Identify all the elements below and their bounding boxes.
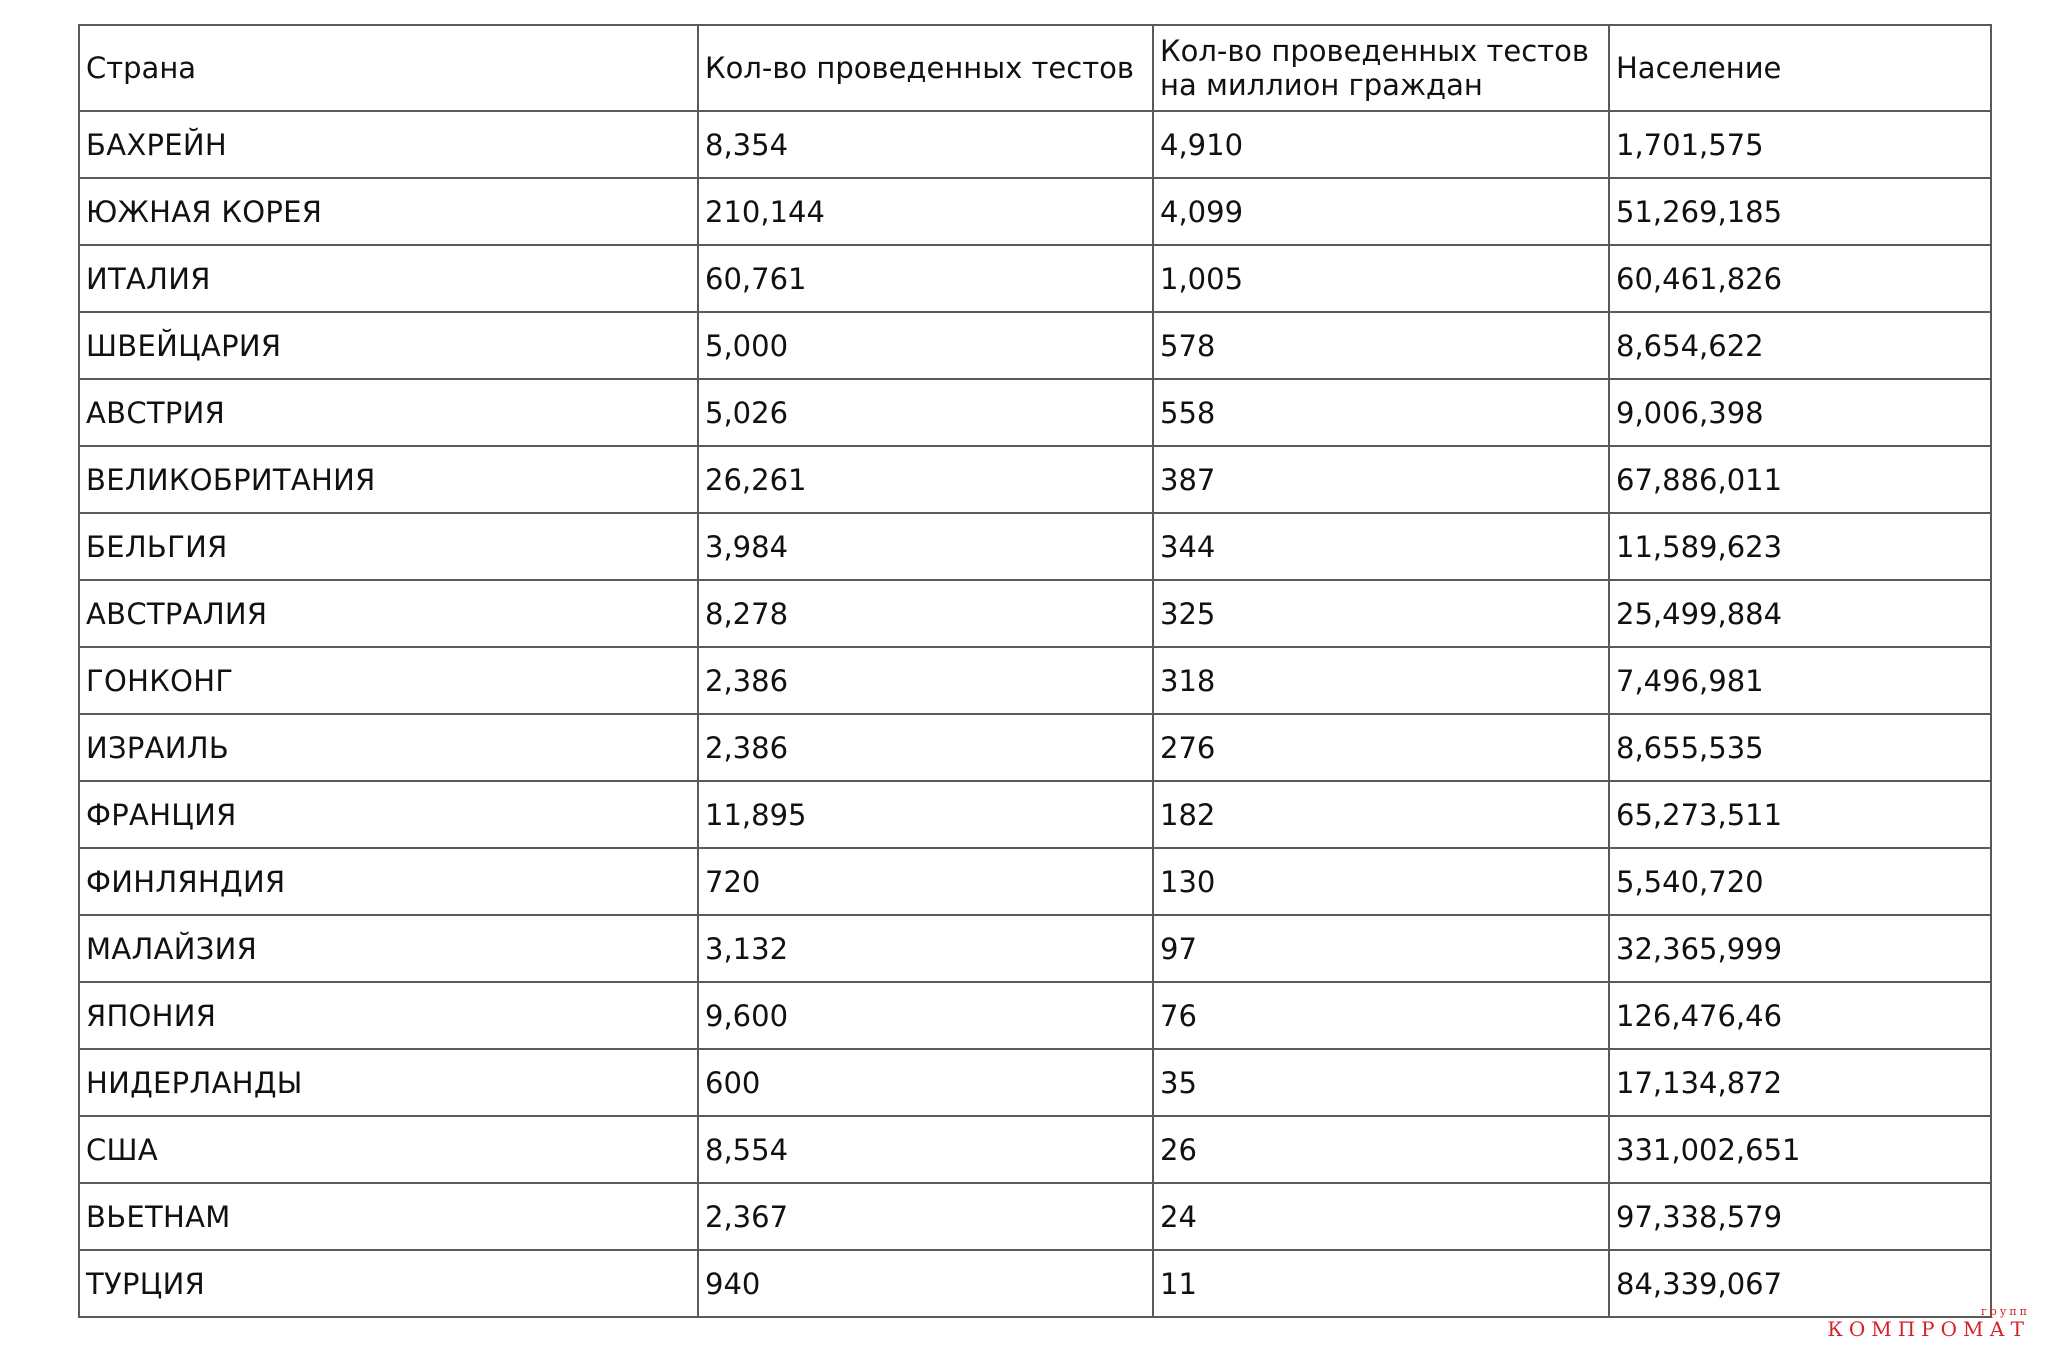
table-row [79,1049,1991,1116]
cell-tests: 8,554 [698,1116,1153,1183]
header-tests: Кол-во проведенных тестов [698,25,1153,111]
table-row [79,446,1991,513]
cell-tests: 3,984 [698,513,1153,580]
table-row [79,1183,1991,1250]
cell-population: 65,273,511 [1609,781,1991,848]
header-row [79,25,1991,111]
cell-country: БАХРЕЙН [79,111,698,178]
cell-country: ВЕЛИКОБРИТАНИЯ [79,446,698,513]
cell-population: 51,269,185 [1609,178,1991,245]
cell-country: ИЗРАИЛЬ [79,714,698,781]
table-row [79,580,1991,647]
cell-tests: 2,386 [698,647,1153,714]
cell-tests-per-million: 26 [1153,1116,1609,1183]
cell-population: 60,461,826 [1609,245,1991,312]
cell-country: ИТАЛИЯ [79,245,698,312]
cell-country: ФРАНЦИЯ [79,781,698,848]
cell-tests-per-million: 11 [1153,1250,1609,1317]
cell-country: ШВЕЙЦАРИЯ [79,312,698,379]
header-population: Население [1609,25,1991,111]
cell-tests: 8,354 [698,111,1153,178]
cell-tests-per-million: 182 [1153,781,1609,848]
cell-tests: 940 [698,1250,1153,1317]
table-row [79,513,1991,580]
cell-tests: 210,144 [698,178,1153,245]
cell-population: 7,496,981 [1609,647,1991,714]
cell-country: АВСТРИЯ [79,379,698,446]
cell-tests-per-million: 35 [1153,1049,1609,1116]
cell-population: 67,886,011 [1609,446,1991,513]
cell-country: БЕЛЬГИЯ [79,513,698,580]
table-row [79,982,1991,1049]
cell-tests-per-million: 325 [1153,580,1609,647]
table-row [79,1250,1991,1317]
cell-population: 8,655,535 [1609,714,1991,781]
cell-population: 84,339,067 [1609,1250,1991,1317]
cell-tests-per-million: 76 [1153,982,1609,1049]
cell-population: 17,134,872 [1609,1049,1991,1116]
table-row [79,245,1991,312]
cell-population: 97,338,579 [1609,1183,1991,1250]
cell-tests: 720 [698,848,1153,915]
header-country: Страна [79,25,698,111]
cell-country: ФИНЛЯНДИЯ [79,848,698,915]
cell-population: 8,654,622 [1609,312,1991,379]
cell-tests-per-million: 276 [1153,714,1609,781]
table-row [79,379,1991,446]
cell-tests-per-million: 387 [1153,446,1609,513]
cell-tests-per-million: 344 [1153,513,1609,580]
cell-population: 11,589,623 [1609,513,1991,580]
cell-tests: 9,600 [698,982,1153,1049]
cell-tests: 26,261 [698,446,1153,513]
watermark-logo [1827,1306,2030,1340]
cell-tests: 11,895 [698,781,1153,848]
testing-table [78,24,1992,1318]
cell-tests-per-million: 130 [1153,848,1609,915]
cell-tests-per-million: 558 [1153,379,1609,446]
table-row [79,915,1991,982]
cell-tests-per-million: 318 [1153,647,1609,714]
data-table-container [78,24,1990,1318]
cell-population: 5,540,720 [1609,848,1991,915]
cell-country: США [79,1116,698,1183]
cell-population: 9,006,398 [1609,379,1991,446]
cell-tests: 5,026 [698,379,1153,446]
cell-country: ВЬЕТНАМ [79,1183,698,1250]
header-tests-per-million: Кол-во проведенных тестов на миллион граждан [1153,25,1609,111]
table-row [79,312,1991,379]
cell-tests-per-million: 4,099 [1153,178,1609,245]
watermark-main-text: КОМПРОМАТ [1827,1317,2030,1341]
cell-country: АВСТРАЛИЯ [79,580,698,647]
cell-tests-per-million: 24 [1153,1183,1609,1250]
watermark-small-text: групп [1981,1305,2030,1318]
cell-country: ГОНКОНГ [79,647,698,714]
table-row [79,781,1991,848]
cell-country: ТУРЦИЯ [79,1250,698,1317]
cell-tests: 60,761 [698,245,1153,312]
table-row [79,647,1991,714]
cell-population: 32,365,999 [1609,915,1991,982]
cell-country: ЯПОНИЯ [79,982,698,1049]
cell-country: ЮЖНАЯ КОРЕЯ [79,178,698,245]
table-header [79,25,1991,111]
cell-tests-per-million: 578 [1153,312,1609,379]
cell-tests-per-million: 97 [1153,915,1609,982]
cell-country: МАЛАЙЗИЯ [79,915,698,982]
table-body [79,111,1991,1317]
cell-population: 126,476,46 [1609,982,1991,1049]
cell-population: 331,002,651 [1609,1116,1991,1183]
cell-tests: 600 [698,1049,1153,1116]
cell-tests: 5,000 [698,312,1153,379]
cell-country: НИДЕРЛАНДЫ [79,1049,698,1116]
table-row [79,848,1991,915]
cell-tests: 2,386 [698,714,1153,781]
cell-tests: 8,278 [698,580,1153,647]
table-row [79,178,1991,245]
table-row [79,714,1991,781]
table-row [79,111,1991,178]
cell-tests: 3,132 [698,915,1153,982]
cell-tests: 2,367 [698,1183,1153,1250]
table-row [79,1116,1991,1183]
cell-tests-per-million: 1,005 [1153,245,1609,312]
cell-population: 25,499,884 [1609,580,1991,647]
cell-population: 1,701,575 [1609,111,1991,178]
cell-tests-per-million: 4,910 [1153,111,1609,178]
